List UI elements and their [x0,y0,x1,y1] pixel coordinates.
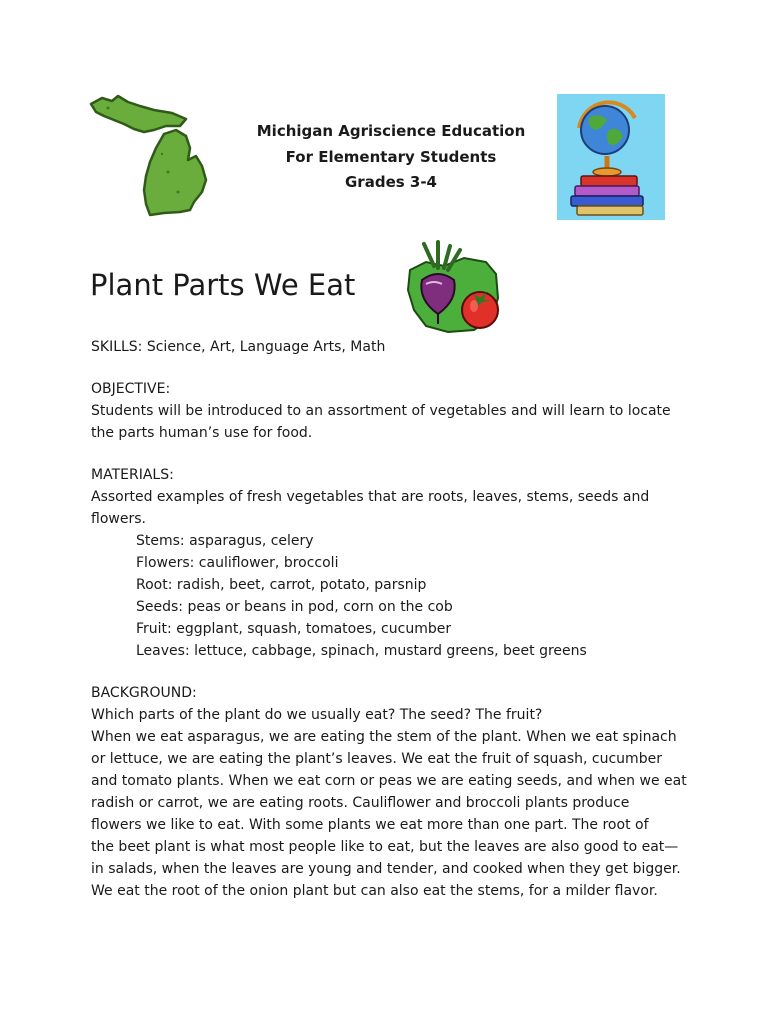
materials-list-item: Leaves: lettuce, cabbage, spinach, mustard greens, beet greens [136,643,587,659]
background-line: radish or carrot, we are eating roots. Cauliflower and broccoli plants produce [91,795,630,811]
header-line-2: For Elementary Students [285,148,497,166]
materials-list-item: Root: radish, beet, carrot, potato, parsnip [136,577,427,593]
skills-text: SKILLS: Science, Art, Language Arts, Math [91,339,386,355]
background-line: Which parts of the plant do we usually eat? The seed? The fruit? [91,707,543,723]
materials-list-item: Flowers: cauliflower, broccoli [136,555,339,571]
objective-heading: OBJECTIVE: [91,381,171,397]
materials-list [136,530,736,662]
background-heading: BACKGROUND: [91,685,197,701]
background-line: flowers we like to eat. With some plants we eat more than one part. The root of [91,817,649,833]
objective-line: Students will be introduced to an assortment of vegetables and will learn to locate [91,403,671,419]
vegetables-icon [404,240,504,336]
page-title: Plant Parts We Eat [90,268,356,302]
background-line: in salads, when the leaves are young and tender, and cooked when they get bigger. [91,861,681,877]
objective-text [91,400,691,444]
header-line-3: Grades 3-4 [345,173,437,191]
materials-list-item: Seeds: peas or beans in pod, corn on the cob [136,599,453,615]
background-line: or lettuce, we are eating the plant’s leaves. We eat the fruit of squash, cucumber [91,751,662,767]
materials-heading: MATERIALS: [91,467,174,483]
materials-line: flowers. [91,511,146,527]
background-line: When we eat asparagus, we are eating the stem of the plant. When we eat spinach [91,729,677,745]
background-line: and tomato plants. When we eat corn or peas we are eating seeds, and when we eat [91,773,687,789]
michigan-map-icon [88,92,212,220]
materials-text [91,486,691,530]
objective-line: the parts human’s use for food. [91,425,313,441]
background-line: the beet plant is what most people like to eat, but the leaves are also good to eat— [91,839,679,855]
header-line-1: Michigan Agriscience Education [256,122,526,140]
materials-line: Assorted examples of fresh vegetables that are roots, leaves, stems, seeds and [91,489,650,505]
materials-list-item: Stems: asparagus, celery [136,533,314,549]
background-line: We eat the root of the onion plant but can also eat the stems, for a milder flavor. [91,883,658,899]
materials-list-item: Fruit: eggplant, squash, tomatoes, cucumber [136,621,452,637]
background-text [91,704,691,902]
globe-books-icon [557,94,665,220]
